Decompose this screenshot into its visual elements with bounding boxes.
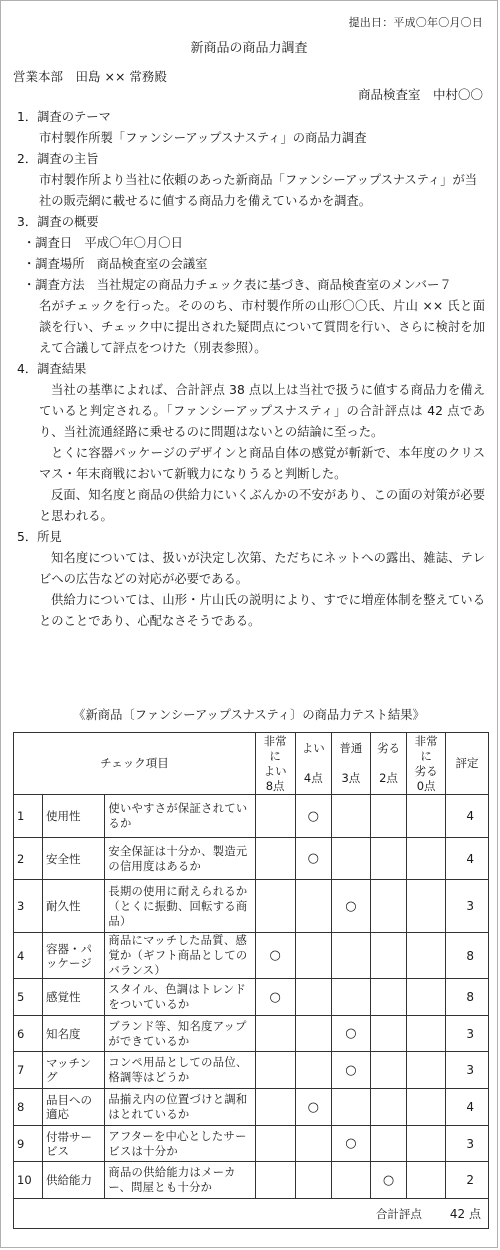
table-row <box>14 979 489 1016</box>
check-item-description: 使いやすさが保証されているか <box>105 795 255 838</box>
header-check-item: チェック項目 <box>14 733 256 795</box>
circle-mark: ○ <box>382 1172 395 1188</box>
grade-cell-2 <box>370 1089 407 1126</box>
row-number: 4 <box>14 933 43 979</box>
circle-mark: ○ <box>345 898 357 914</box>
header-grade-3: 普通 3点 <box>332 733 371 795</box>
check-item-name: 付帯サービス <box>43 1126 105 1162</box>
grade-cell-2 <box>370 1016 407 1052</box>
table-row <box>14 933 489 979</box>
grade-cell-8 <box>255 838 295 880</box>
table-row <box>14 1162 489 1199</box>
grade-cell-3 <box>332 1016 371 1052</box>
grade-cell-2 <box>370 979 407 1016</box>
circle-mark: ○ <box>345 1026 357 1041</box>
score-cell: 3 <box>445 880 488 933</box>
grade-cell-4 <box>295 1126 332 1162</box>
grade-cell-8 <box>255 1089 295 1126</box>
score-cell: 3 <box>445 1016 488 1052</box>
row-number: 3 <box>14 880 43 933</box>
row-number: 2 <box>14 838 43 880</box>
survey-method-rest: 名がチェックを行った。そののち、市村製作所の山形〇〇氏、片山 ×× 氏と面談を行い、チェック中に提出された疑問点について質問を行い、さらに検討を加えて合議して評点をつけた（別表参照）。 <box>39 299 485 355</box>
grade-cell-4 <box>295 933 332 979</box>
grade-cell-8 <box>255 1162 295 1199</box>
table-row <box>14 795 489 838</box>
check-item-description: 商品にマッチした品質、感覚か（ギフト商品としてのバランス） <box>105 933 255 979</box>
total-label: 合計評点 <box>375 1207 422 1221</box>
submit-date: 提出日：平成〇年〇月〇日 <box>348 16 483 29</box>
grade-cell-4 <box>295 795 332 838</box>
results-paragraph-2: とくに容器パッケージのデザインと商品自体の感覚が斬新で、本年度のクリスマス・年末商戦において新戦力になりうると判断した。 <box>39 446 485 481</box>
grade-cell-4 <box>295 838 332 880</box>
check-item-description: スタイル、色調はトレンドをついているか <box>105 979 255 1016</box>
grade-cell-0 <box>407 1162 446 1199</box>
section-heading-purpose: 2．調査の主旨 <box>17 152 99 166</box>
check-item-name: 供給能力 <box>43 1162 105 1199</box>
grade-cell-0 <box>407 1016 446 1052</box>
check-item-name: 品目への適応 <box>43 1089 105 1126</box>
grade-cell-2 <box>370 1126 407 1162</box>
theme-text: 市村製作所製「ファンシーアップスナスティ」の商品力調査 <box>39 131 367 145</box>
header-grade-8: 非常に よい 8点 <box>255 733 295 795</box>
survey-date: ・調査日 平成〇年〇月〇日 <box>23 236 183 250</box>
survey-place: ・調査場所 商品検査室の会議室 <box>23 257 208 271</box>
grade-cell-0 <box>407 979 446 1016</box>
table-row <box>14 1089 489 1126</box>
circle-mark: ○ <box>345 1062 357 1078</box>
score-cell: 3 <box>445 1052 488 1089</box>
check-item-description: 長期の使用に耐えられるか（とくに振動、回転する商品） <box>105 880 255 933</box>
table-header-row <box>14 733 489 795</box>
sender: 商品検査室 中村〇〇 <box>357 87 483 102</box>
section-heading-overview: 3．調査の概要 <box>17 215 99 229</box>
findings-paragraph-2: 供給力については、山形・片山氏の説明により、すでに増産体制を整えているとのことであり、心配なさそうである。 <box>39 593 485 628</box>
grade-cell-2 <box>370 880 407 933</box>
document-title: 新商品の商品力調査 <box>190 41 308 56</box>
grade-cell-3 <box>332 795 371 838</box>
grade-cell-3 <box>332 933 371 979</box>
total-cell <box>14 1199 489 1229</box>
header-grade-0: 非常に 劣る 0点 <box>407 733 446 795</box>
score-cell: 4 <box>445 838 488 880</box>
score-cell: 4 <box>445 795 488 838</box>
header-score: 評定 <box>445 733 488 795</box>
survey-method-first: ・調査方法 当社規定の商品力チェック表に基づき、商品検査室のメンバー７ <box>23 278 452 292</box>
section-heading-theme: 1．調査のテーマ <box>17 110 111 124</box>
grade-cell-4 <box>295 1016 332 1052</box>
table-title: 《新商品〔ファンシーアップスナスティ〕の商品力テスト結果》 <box>73 708 425 722</box>
circle-mark: ○ <box>345 1136 357 1151</box>
grade-cell-0 <box>407 1089 446 1126</box>
row-number: 6 <box>14 1016 43 1052</box>
grade-cell-3 <box>332 1162 371 1199</box>
grade-cell-0 <box>407 1126 446 1162</box>
grade-cell-4 <box>295 1052 332 1089</box>
total-value: 42 点 <box>449 1207 481 1221</box>
section-heading-results: 4．調査結果 <box>17 362 87 376</box>
grade-cell-8 <box>255 933 295 979</box>
grade-cell-4 <box>295 979 332 1016</box>
circle-mark: ○ <box>307 851 319 866</box>
grade-cell-3 <box>332 1052 371 1089</box>
recipient: 営業本部 田島 ×× 常務殿 <box>13 69 167 84</box>
score-cell: 8 <box>445 933 488 979</box>
row-number: 7 <box>14 1052 43 1089</box>
findings-paragraph-1: 知名度については、扱いが決定し次第、ただちにネットへの露出、雑誌、テレビへの広告などの対応が必要である。 <box>39 551 485 586</box>
total-row <box>14 1199 489 1229</box>
evaluation-table <box>13 732 489 1229</box>
grade-cell-0 <box>407 1052 446 1089</box>
header-grade-4: よい 4点 <box>295 733 332 795</box>
grade-cell-3 <box>332 838 371 880</box>
check-item-description: アフターを中心としたサービスは十分か <box>105 1126 255 1162</box>
check-item-description: 商品の供給能力はメーカー、問屋とも十分か <box>105 1162 255 1199</box>
grade-cell-3 <box>332 880 371 933</box>
grade-cell-4 <box>295 1162 332 1199</box>
header-grade-2: 劣る 2点 <box>370 733 407 795</box>
grade-cell-0 <box>407 795 446 838</box>
check-item-name: 安全性 <box>43 838 105 880</box>
grade-cell-2 <box>370 795 407 838</box>
report-body <box>13 107 485 632</box>
check-item-name: 使用性 <box>43 795 105 838</box>
row-number: 8 <box>14 1089 43 1126</box>
score-cell: 2 <box>445 1162 488 1199</box>
circle-mark: ○ <box>269 989 281 1005</box>
check-item-description: コンペ用品としての品位、格調等はどうか <box>105 1052 255 1089</box>
grade-cell-8 <box>255 880 295 933</box>
grade-cell-8 <box>255 979 295 1016</box>
circle-mark: ○ <box>307 808 319 824</box>
grade-cell-8 <box>255 1052 295 1089</box>
grade-cell-2 <box>370 933 407 979</box>
row-number: 10 <box>14 1162 43 1199</box>
check-item-name: 容器・パッケージ <box>43 933 105 979</box>
check-item-name: マッチング <box>43 1052 105 1089</box>
score-cell: 8 <box>445 979 488 1016</box>
grade-cell-8 <box>255 795 295 838</box>
results-paragraph-1: 当社の基準によれば、合計評点 38 点以上は当社で扱うに値する商品力を備えていると判定される。「ファンシーアップスナスティ」の合計評点は 42 点であり、当社流通経路に乗せるのに問題はないとの結論に至った。 <box>39 383 485 439</box>
table-row <box>14 880 489 933</box>
row-number: 1 <box>14 795 43 838</box>
grade-cell-8 <box>255 1126 295 1162</box>
circle-mark: ○ <box>307 1099 319 1115</box>
grade-cell-3 <box>332 1126 371 1162</box>
check-item-description: 品揃え内の位置づけと調和はとれているか <box>105 1089 255 1126</box>
grade-cell-0 <box>407 838 446 880</box>
grade-cell-0 <box>407 933 446 979</box>
check-item-name: 感覚性 <box>43 979 105 1016</box>
section-heading-findings: 5．所見 <box>17 530 62 544</box>
row-number: 5 <box>14 979 43 1016</box>
check-item-name: 耐久性 <box>43 880 105 933</box>
table-row <box>14 1126 489 1162</box>
grade-cell-3 <box>332 979 371 1016</box>
grade-cell-2 <box>370 1052 407 1089</box>
grade-cell-2 <box>370 838 407 880</box>
check-item-description: 安全保証は十分か、製造元の信用度はあるか <box>105 838 255 880</box>
purpose-text: 市村製作所より当社に依頼のあった新商品「ファンシーアップスナスティ」が当社の販売網に載せるに値する商品力を備えているかを調査。 <box>39 173 478 208</box>
circle-mark: ○ <box>269 948 281 963</box>
grade-cell-2 <box>370 1162 407 1199</box>
results-paragraph-3: 反面、知名度と商品の供給力にいくぶんかの不安があり、この面の対策が必要と思われる。 <box>39 488 485 523</box>
row-number: 9 <box>14 1126 43 1162</box>
grade-cell-4 <box>295 1089 332 1126</box>
grade-cell-8 <box>255 1016 295 1052</box>
table-row <box>14 1016 489 1052</box>
score-cell: 3 <box>445 1126 488 1162</box>
check-item-description: ブランド等、知名度アップができているか <box>105 1016 255 1052</box>
table-row <box>14 838 489 880</box>
grade-cell-0 <box>407 880 446 933</box>
grade-cell-3 <box>332 1089 371 1126</box>
check-item-name: 知名度 <box>43 1016 105 1052</box>
grade-cell-4 <box>295 880 332 933</box>
score-cell: 4 <box>445 1089 488 1126</box>
table-row <box>14 1052 489 1089</box>
